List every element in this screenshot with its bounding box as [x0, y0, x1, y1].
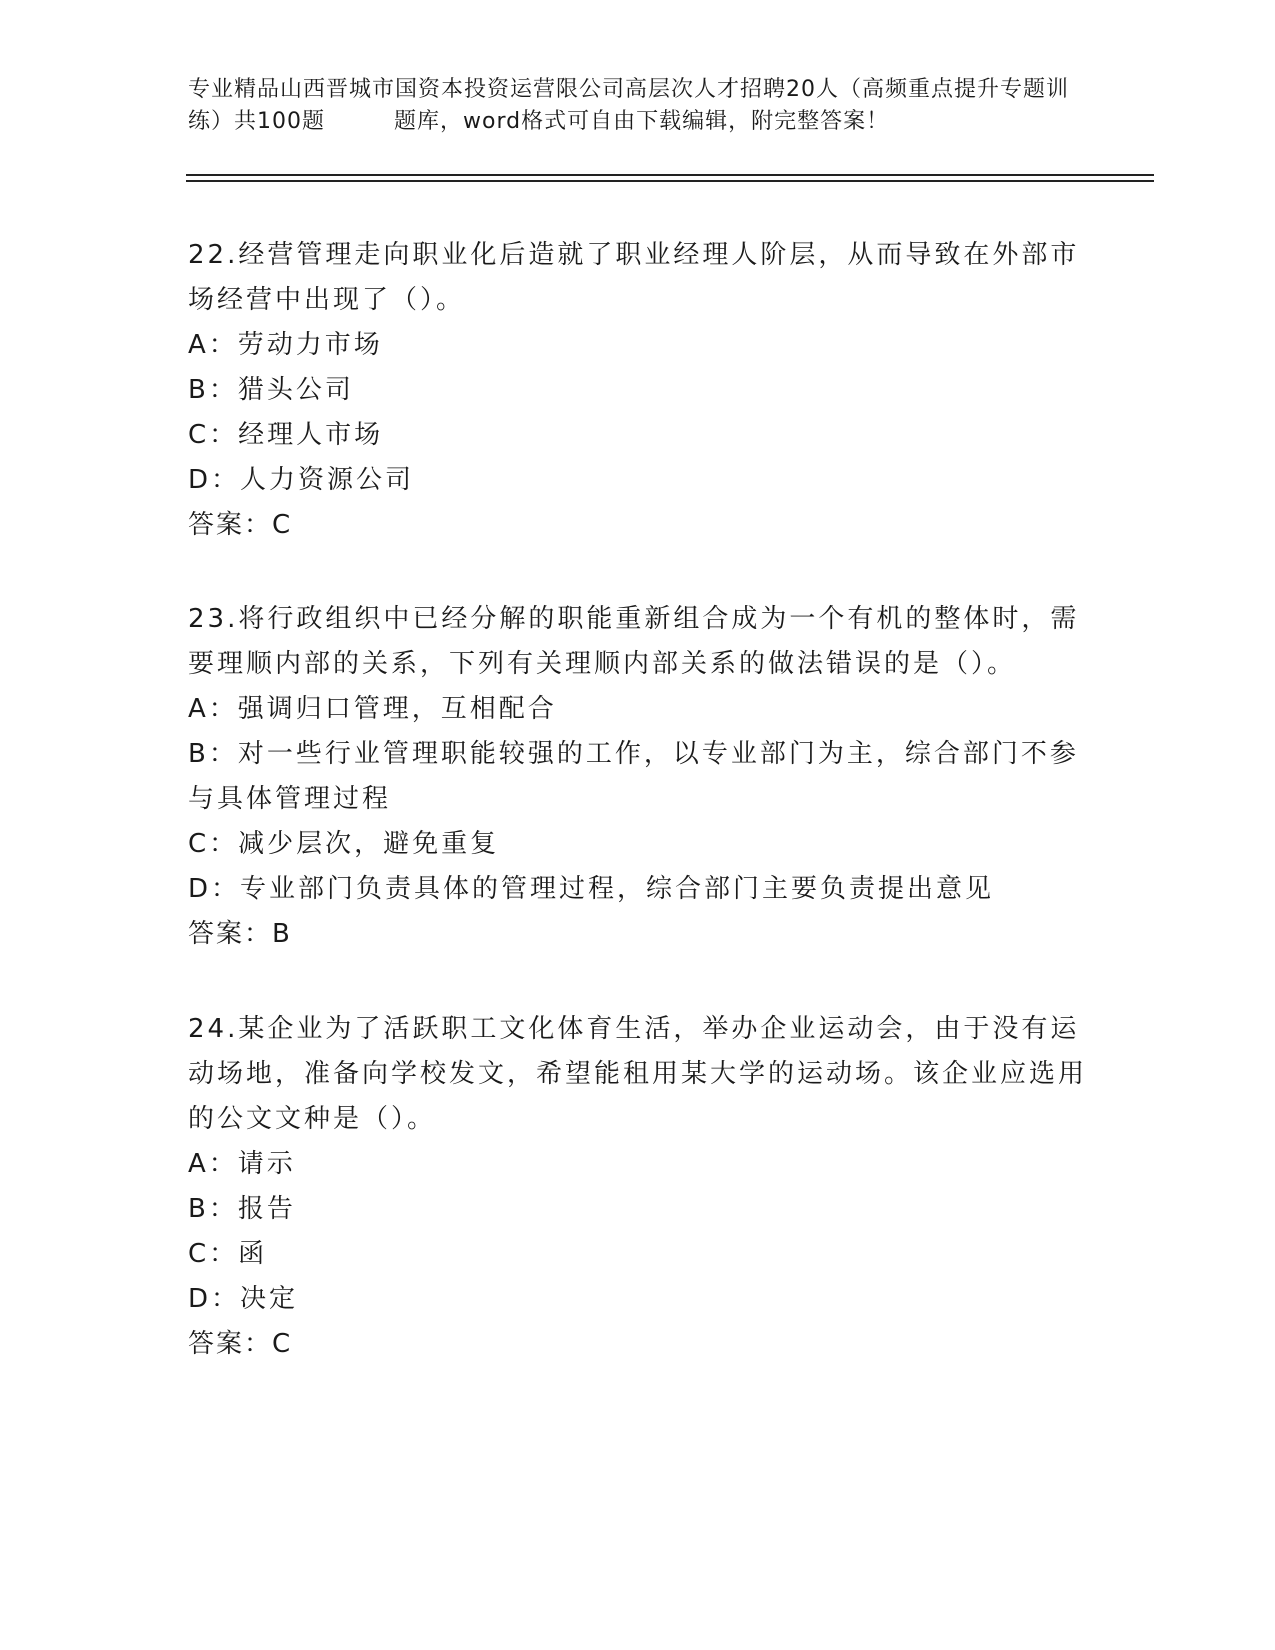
option-b: B：报告: [188, 1194, 296, 1224]
option-c: C：函: [188, 1239, 268, 1269]
header-divider-top: [186, 174, 1154, 176]
header-divider-bottom: [186, 180, 1154, 182]
option-c: C：减少层次，避免重复: [188, 829, 500, 859]
option-a: A：请示: [188, 1149, 296, 1179]
option-b: B：猎头公司: [188, 375, 354, 405]
question-22: [188, 233, 1088, 548]
option-d: D：专业部门负责具体的管理过程，综合部门主要负责提出意见: [188, 874, 995, 904]
document-header: [188, 74, 1088, 138]
answer: 答案：C: [188, 510, 293, 540]
answer: 答案：B: [188, 919, 292, 949]
option-c: C：经理人市场: [188, 420, 384, 450]
question-stem: 23.将行政组织中已经分解的职能重新组合成为一个有机的整体时，需要理顺内部的关系，下列有关理顺内部关系的做法错误的是（）。: [188, 604, 1080, 679]
option-a: A：强调归口管理，互相配合: [188, 694, 557, 724]
answer: 答案：C: [188, 1329, 293, 1359]
option-d: D：人力资源公司: [188, 465, 415, 495]
question-23: [188, 597, 1088, 957]
option-d: D：决定: [188, 1284, 299, 1314]
option-b: B：对一些行业管理职能较强的工作，以专业部门为主，综合部门不参与具体管理过程: [188, 739, 1079, 814]
header-title: 专业精品山西晋城市国资本投资运营限公司高层次人才招聘20人（高频重点提升专题训练）共100题 题库，word格式可自由下载编辑，附完整答案！: [188, 77, 1069, 134]
question-stem: 22.经营管理走向职业化后造就了职业经理人阶层，从而导致在外部市场经营中出现了（）。: [188, 240, 1080, 315]
option-a: A：劳动力市场: [188, 330, 383, 360]
question-24: [188, 1007, 1088, 1367]
question-stem: 24.某企业为了活跃职工文化体育生活，举办企业运动会，由于没有运动场地，准备向学校发文，希望能租用某大学的运动场。该企业应选用的公文文种是（）。: [188, 1014, 1088, 1134]
